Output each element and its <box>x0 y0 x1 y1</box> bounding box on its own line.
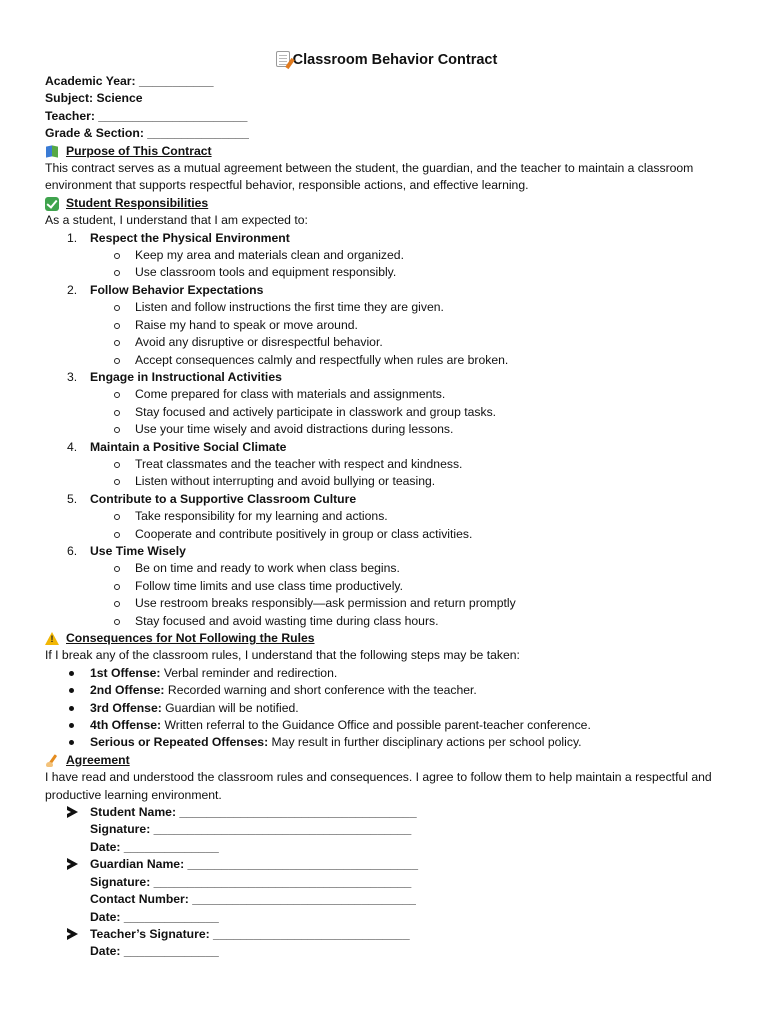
offense-text: Verbal reminder and redirection. <box>160 665 338 680</box>
responsibility-point: Take responsibility for my learning and actions. <box>90 508 728 525</box>
responsibility-point: Stay focused and actively participate in classwork and group tasks. <box>90 404 728 421</box>
offense-text: Written referral to the Guidance Office and possible parent-teacher conference. <box>161 718 591 733</box>
academic-year-field: Academic Year: ___________ <box>45 74 214 88</box>
responsibility-points <box>90 299 728 369</box>
responsibility-point: Raise my hand to speak or move around. <box>90 317 728 334</box>
responsibility-title: Follow Behavior Expectations <box>90 282 264 297</box>
responsibility-title: Respect the Physical Environment <box>90 230 290 245</box>
responsibility-number: 2. <box>67 282 78 297</box>
offense-text: May result in further disciplinary actions per school policy. <box>268 735 582 750</box>
consequences-heading-text: Consequences for Not Following the Rules <box>66 631 315 645</box>
responsibility-points <box>90 386 728 438</box>
responsibility-point: Treat classmates and the teacher with respect and kindness. <box>90 456 728 473</box>
consequences-intro: If I break any of the classroom rules, I understand that the following steps may be taken: <box>45 648 520 663</box>
purpose-heading <box>45 143 728 160</box>
signature-line[interactable]: Date: ______________ <box>90 944 219 959</box>
teacher-field: Teacher: ______________________ <box>45 108 248 123</box>
signature-block <box>45 856 728 926</box>
offense-item <box>45 717 728 734</box>
responsibility-points <box>90 247 728 282</box>
offense-label: 1st Offense: <box>90 665 161 680</box>
signature-line[interactable]: Signature: ______________________________________ <box>90 822 412 837</box>
warning-icon <box>45 632 59 646</box>
arrow-bullet-icon <box>67 858 78 870</box>
offense-label: Serious or Repeated Offenses: <box>90 735 269 750</box>
signature-block <box>45 804 728 856</box>
purpose-text: This contract serves as a mutual agreement between the student, the guardian, and the teacher to maintain a classroom environment that supports respectful behavior, responsible actions, and effective learning. <box>45 161 694 193</box>
responsibility-number: 6. <box>67 543 78 558</box>
responsibility-point: Come prepared for class with materials and assignments. <box>90 386 728 403</box>
signature-area <box>45 804 728 961</box>
document-title <box>45 50 728 70</box>
arrow-bullet-icon <box>67 928 78 940</box>
offense-item <box>45 665 728 682</box>
agreement-heading-text: Agreement <box>66 752 130 767</box>
responsibility-item <box>45 439 728 491</box>
offense-text: Recorded warning and short conference with the teacher. <box>164 683 477 698</box>
responsibility-number: 4. <box>67 439 78 454</box>
memo-icon <box>276 51 290 67</box>
responsibility-title: Maintain a Positive Social Climate <box>90 439 287 454</box>
responsibility-point: Accept consequences calmly and respectfully when rules are broken. <box>90 352 728 369</box>
signature-line[interactable]: Signature: ______________________________________ <box>90 874 412 889</box>
responsibility-point: Listen and follow instructions the first time they are given. <box>90 299 728 316</box>
signature-line[interactable]: Contact Number: _________________________________ <box>90 892 416 907</box>
responsibility-point: Follow time limits and use class time productively. <box>90 578 728 595</box>
responsibility-number: 5. <box>67 491 78 506</box>
responsibility-point: Keep my area and materials clean and organized. <box>90 247 728 264</box>
responsibility-title: Contribute to a Supportive Classroom Culture <box>90 491 357 506</box>
responsibility-point: Use classroom tools and equipment responsibly. <box>90 264 728 281</box>
responsibility-item <box>45 230 728 282</box>
subject-field: Subject: Science <box>45 91 143 106</box>
offense-item <box>45 734 728 751</box>
responsibility-item <box>45 543 728 630</box>
responsibility-item <box>45 282 728 369</box>
responsibility-point: Use your time wisely and avoid distractions during lessons. <box>90 421 728 438</box>
offense-item <box>45 700 728 717</box>
responsibility-point: Cooperate and contribute positively in group or class activities. <box>90 526 728 543</box>
offense-item <box>45 682 728 699</box>
responsibility-point: Be on time and ready to work when class begins. <box>90 560 728 577</box>
check-icon <box>45 197 59 211</box>
responsibilities-heading-text: Student Responsibilities <box>66 195 209 210</box>
responsibility-point: Listen without interrupting and avoid bullying or teasing. <box>90 473 728 490</box>
agreement-text: I have read and understood the classroom rules and consequences. I agree to follow them to help maintain a respectful and productive learning environment. <box>45 770 712 802</box>
offense-label: 3rd Offense: <box>90 700 162 715</box>
grade-section-field: Grade & Section: _______________ <box>45 126 249 141</box>
responsibility-item <box>45 369 728 439</box>
signature-line[interactable]: Guardian Name: __________________________________ <box>90 857 418 872</box>
responsibility-number: 3. <box>67 369 78 384</box>
offenses-list <box>45 665 728 752</box>
responsibility-point: Avoid any disruptive or disrespectful behavior. <box>90 334 728 351</box>
title-text: Classroom Behavior Contract <box>292 52 498 68</box>
responsibility-title: Engage in Instructional Activities <box>90 369 282 384</box>
responsibility-points <box>90 560 728 630</box>
purpose-heading-text: Purpose of This Contract <box>66 143 212 158</box>
signature-block <box>45 926 728 961</box>
agreement-heading <box>45 752 728 769</box>
responsibility-points <box>90 456 728 491</box>
offense-text: Guardian will be notified. <box>161 700 299 715</box>
offense-label: 2nd Offense: <box>90 683 165 698</box>
books-icon <box>45 144 59 158</box>
responsibility-item <box>45 491 728 543</box>
responsibility-point: Stay focused and avoid wasting time during class hours. <box>90 613 728 630</box>
offense-label: 4th Offense: <box>90 718 162 733</box>
responsibilities-heading <box>45 195 728 212</box>
signature-line[interactable]: Date: ______________ <box>90 909 219 924</box>
signature-line[interactable]: Student Name: ___________________________________ <box>90 805 417 820</box>
consequences-heading <box>45 630 728 647</box>
writing-hand-icon <box>45 754 59 768</box>
arrow-bullet-icon <box>67 806 78 818</box>
signature-line[interactable]: Date: ______________ <box>90 839 219 854</box>
responsibility-point: Use restroom breaks responsibly—ask permission and return promptly <box>90 595 728 612</box>
header-fields <box>45 73 728 143</box>
signature-line[interactable]: Teacher’s Signature: _____________________________ <box>90 926 410 941</box>
responsibilities-list <box>45 230 728 630</box>
responsibilities-intro: As a student, I understand that I am expected to: <box>45 213 308 228</box>
responsibility-title: Use Time Wisely <box>90 543 186 558</box>
responsibility-points <box>90 508 728 543</box>
responsibility-number: 1. <box>67 230 78 245</box>
